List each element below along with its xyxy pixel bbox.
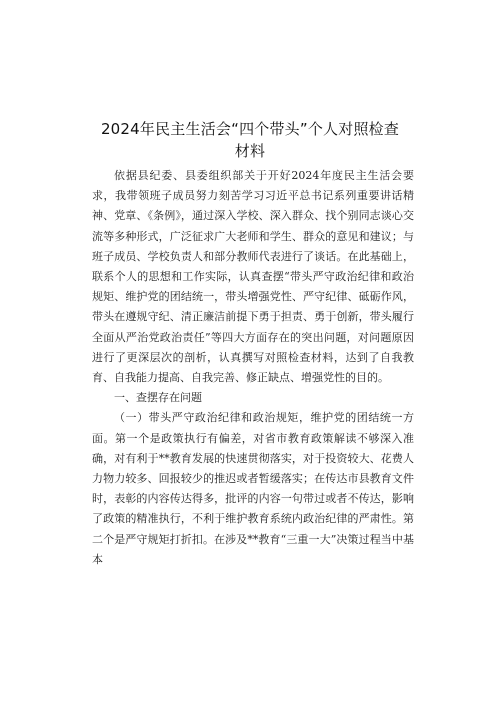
document-title bbox=[60, 118, 440, 162]
document-body bbox=[92, 166, 414, 570]
title-line-1: 2024年民主生活会“四个带头”个人对照检查 bbox=[100, 120, 400, 138]
section-heading: 一、查摆存在问题 bbox=[114, 391, 202, 405]
intro-paragraph: 依据县纪委、县委组织部关于开好2024年度民主生活会要求，我带领班子成员努力刻苦学习习近平总书记系列重要讲话精神、党章、《条例》，通过深入学校、深入群众、找个别同志谈心交流等多种形式，广泛征求广大老师和学生、群众的意见和建议；与班子成员、学校负责人和部分教师代表进行了谈话。在此基础上，联系个人的思想和工作实际，认真查摆“带头严守政治纪律和政治规矩、维护党的团结统一，带头增强党性、严守纪律、砥砺作风，带头在遵规守纪、清正廉洁前提下勇于担责、勇于创新，带头履行全面从严治党政治责任”等四大方面存在的突出问题，对问题原因进行了更深层次的剖析，认真撰写对照检查材料，达到了自我教育、自我能力提高、自我完善、修正缺点、增强党性的目的。 bbox=[92, 169, 414, 385]
title-line-2: 材料 bbox=[234, 142, 266, 160]
section-paragraph: （一）带头严守政治纪律和政治规矩，维护党的团结统一方面。第一个是政策执行有偏差，对省市教育政策解读不够深入准确，对有利于**教育发展的快速贯彻落实，对于投资较大、花费人力物力较多、回报较少的推迟或者暂缓落实；在传达市县教育文件时，表彰的内容传达得多，批评的内容一句带过或者不传达，影响了政策的精准执行，不利于维护教育系统内政治纪律的严肃性。第二个是严守规矩打折扣。在涉及**教育“三重一大”决策过程当中基本 bbox=[92, 411, 414, 566]
